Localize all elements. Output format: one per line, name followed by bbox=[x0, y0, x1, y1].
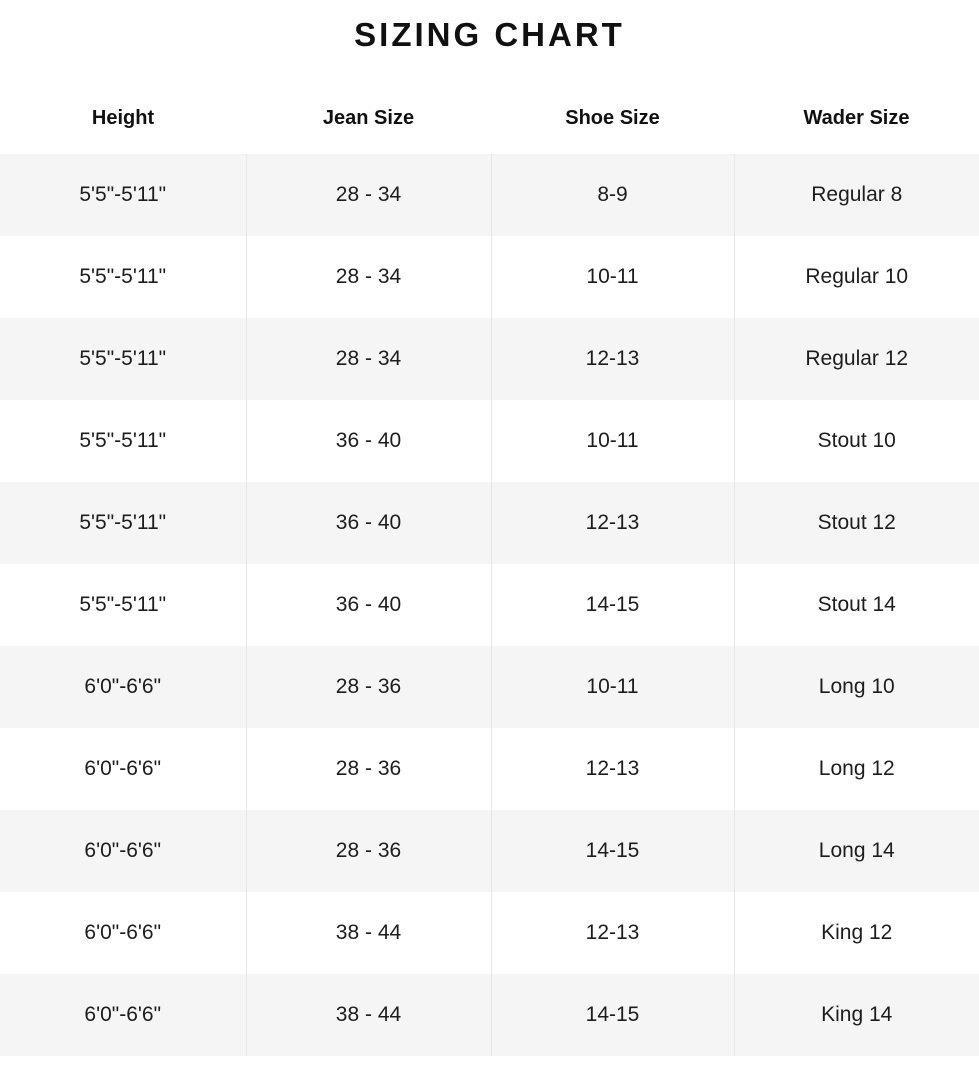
table-row bbox=[0, 400, 979, 482]
table-header bbox=[0, 107, 979, 154]
table-row bbox=[0, 482, 979, 564]
cell-height: 6'0"-6'6" bbox=[0, 810, 246, 892]
sizing-chart-page bbox=[0, 14, 979, 1056]
table-row bbox=[0, 564, 979, 646]
cell-shoe-size: 10-11 bbox=[491, 646, 734, 728]
cell-wader-size: Stout 12 bbox=[734, 482, 979, 564]
cell-height: 5'5"-5'11" bbox=[0, 236, 246, 318]
sizing-table bbox=[0, 107, 979, 1056]
cell-shoe-size: 14-15 bbox=[491, 564, 734, 646]
cell-shoe-size: 12-13 bbox=[491, 892, 734, 974]
cell-shoe-size: 12-13 bbox=[491, 318, 734, 400]
cell-shoe-size: 10-11 bbox=[491, 236, 734, 318]
column-header-height: Height bbox=[0, 107, 246, 154]
cell-shoe-size: 14-15 bbox=[491, 810, 734, 892]
cell-jean-size: 36 - 40 bbox=[246, 482, 491, 564]
table-row bbox=[0, 728, 979, 810]
column-header-wader-size: Wader Size bbox=[734, 107, 979, 154]
table-header-row bbox=[0, 107, 979, 154]
table-row bbox=[0, 974, 979, 1056]
cell-wader-size: Long 10 bbox=[734, 646, 979, 728]
cell-wader-size: Long 14 bbox=[734, 810, 979, 892]
cell-shoe-size: 10-11 bbox=[491, 400, 734, 482]
cell-height: 5'5"-5'11" bbox=[0, 318, 246, 400]
cell-jean-size: 28 - 34 bbox=[246, 154, 491, 236]
cell-height: 5'5"-5'11" bbox=[0, 154, 246, 236]
cell-height: 6'0"-6'6" bbox=[0, 892, 246, 974]
cell-height: 6'0"-6'6" bbox=[0, 646, 246, 728]
cell-jean-size: 28 - 34 bbox=[246, 318, 491, 400]
cell-wader-size: King 14 bbox=[734, 974, 979, 1056]
cell-jean-size: 28 - 36 bbox=[246, 810, 491, 892]
cell-jean-size: 36 - 40 bbox=[246, 564, 491, 646]
cell-height: 5'5"-5'11" bbox=[0, 400, 246, 482]
column-header-jean-size: Jean Size bbox=[246, 107, 491, 154]
cell-wader-size: King 12 bbox=[734, 892, 979, 974]
table-row bbox=[0, 810, 979, 892]
cell-height: 5'5"-5'11" bbox=[0, 482, 246, 564]
cell-jean-size: 28 - 36 bbox=[246, 646, 491, 728]
cell-jean-size: 38 - 44 bbox=[246, 974, 491, 1056]
cell-height: 6'0"-6'6" bbox=[0, 728, 246, 810]
table-row bbox=[0, 154, 979, 236]
cell-jean-size: 28 - 36 bbox=[246, 728, 491, 810]
cell-wader-size: Regular 10 bbox=[734, 236, 979, 318]
cell-shoe-size: 8-9 bbox=[491, 154, 734, 236]
table-row bbox=[0, 318, 979, 400]
table-body bbox=[0, 154, 979, 1056]
cell-jean-size: 36 - 40 bbox=[246, 400, 491, 482]
cell-wader-size: Stout 14 bbox=[734, 564, 979, 646]
cell-shoe-size: 12-13 bbox=[491, 728, 734, 810]
table-row bbox=[0, 236, 979, 318]
cell-shoe-size: 12-13 bbox=[491, 482, 734, 564]
cell-jean-size: 38 - 44 bbox=[246, 892, 491, 974]
cell-wader-size: Long 12 bbox=[734, 728, 979, 810]
cell-height: 6'0"-6'6" bbox=[0, 974, 246, 1056]
cell-height: 5'5"-5'11" bbox=[0, 564, 246, 646]
table-row bbox=[0, 892, 979, 974]
column-header-shoe-size: Shoe Size bbox=[491, 107, 734, 154]
page-title: SIZING CHART bbox=[354, 16, 625, 53]
cell-wader-size: Regular 8 bbox=[734, 154, 979, 236]
cell-wader-size: Stout 10 bbox=[734, 400, 979, 482]
table-row bbox=[0, 646, 979, 728]
cell-shoe-size: 14-15 bbox=[491, 974, 734, 1056]
cell-wader-size: Regular 12 bbox=[734, 318, 979, 400]
cell-jean-size: 28 - 34 bbox=[246, 236, 491, 318]
